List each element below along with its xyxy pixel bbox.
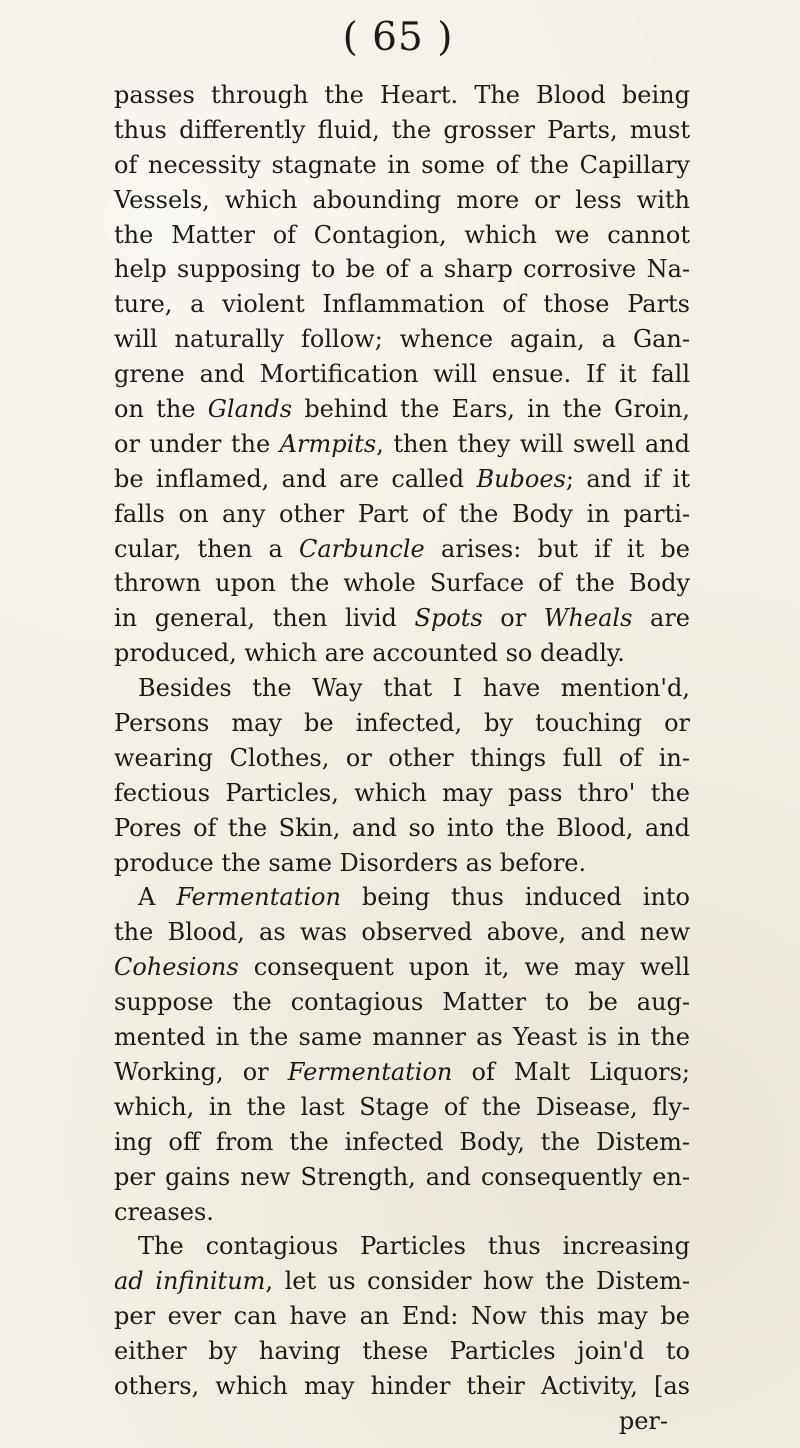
text-line	[114, 497, 690, 532]
line-text: ing off from the infected Body, the Distem-	[114, 1127, 690, 1156]
line-text: ture, a violent Inflammation of those Parts	[114, 290, 690, 319]
text-line	[114, 1334, 690, 1369]
line-text: behind the Ears, in the Groin,	[292, 395, 691, 424]
text-line	[114, 880, 690, 915]
line-text: thus differently fluid, the grosser Parts, must	[114, 115, 690, 144]
line-text: Working, or	[114, 1057, 288, 1086]
text-line	[114, 776, 690, 811]
line-text: Pores of the Skin, and so into the Blood, and	[114, 813, 690, 842]
line-text: creases.	[114, 1197, 214, 1226]
italic-term: Wheals	[543, 604, 633, 633]
text-line	[114, 985, 690, 1020]
line-text: of necessity stagnate in some of the Capillary	[114, 150, 690, 179]
line-text: of Malt Liquors;	[452, 1057, 690, 1086]
italic-term: Carbuncle	[299, 534, 425, 563]
line-text: ; and if it	[565, 464, 690, 493]
text-line	[114, 427, 690, 462]
line-text: , let us consider how the Distem-	[265, 1267, 690, 1296]
line-text: The contagious Particles thus increasing	[138, 1232, 690, 1261]
line-text: mented in the same manner as Yeast is in the	[114, 1023, 690, 1052]
line-text: be inflamed, and are called	[114, 464, 477, 493]
line-text: arises: but if it be	[424, 534, 690, 563]
italic-term: Buboes	[476, 464, 566, 493]
text-line	[114, 811, 690, 846]
italic-term: Armpits	[279, 429, 377, 458]
line-text: or	[482, 604, 544, 633]
line-text: fectious Particles, which may pass thro' the	[114, 778, 690, 807]
line-text: being thus induced into	[340, 883, 691, 912]
line-text: in general, then livid	[114, 604, 415, 633]
line-text: passes through the Heart. The Blood being	[114, 81, 690, 109]
page-number: ( 65 )	[342, 15, 454, 60]
text-line	[114, 392, 690, 427]
text-line	[114, 148, 690, 183]
line-text: the Blood, as was observed above, and new	[114, 918, 690, 947]
italic-term: Spots	[414, 604, 483, 633]
line-text: per gains new Strength, and consequently en-	[114, 1162, 690, 1191]
line-text: either by having these Particles join'd to	[114, 1337, 690, 1366]
line-text: per ever can have an End: Now this may be	[114, 1302, 690, 1331]
text-line	[114, 218, 690, 253]
text-line	[114, 1125, 690, 1160]
text-line	[114, 78, 690, 113]
text-line	[114, 846, 690, 881]
text-line	[114, 1229, 690, 1264]
line-text: , then they will swell and	[376, 429, 690, 458]
line-text: suppose the contagious Matter to be aug-	[114, 988, 690, 1017]
line-text: wearing Clothes, or other things full of in-	[114, 743, 690, 772]
text-line	[114, 357, 690, 392]
text-line	[114, 1055, 690, 1090]
line-text: cular, then a	[114, 534, 299, 563]
text-line	[114, 113, 690, 148]
text-line	[114, 1020, 690, 1055]
text-line	[114, 183, 690, 218]
text-line	[114, 532, 690, 567]
italic-term: ad infinitum	[114, 1267, 266, 1296]
text-line	[114, 671, 690, 706]
catchword	[114, 1404, 690, 1439]
line-text: the Matter of Contagion, which we cannot	[114, 220, 690, 249]
text-line	[114, 322, 690, 357]
text-line	[114, 252, 690, 287]
text-line	[114, 566, 690, 601]
line-text: A	[138, 883, 177, 912]
text-line	[114, 950, 690, 985]
line-text: Vessels, which abounding more or less with	[114, 185, 690, 214]
line-text: consequent upon it, we may well	[238, 953, 690, 982]
line-text: others, which may hinder their Activity, [as	[114, 1371, 690, 1400]
line-text: which, in the last Stage of the Disease, fly-	[114, 1092, 690, 1121]
line-text: on the	[114, 395, 208, 424]
line-text: Besides the Way that I have mention'd,	[138, 674, 690, 703]
line-text: thrown upon the whole Surface of the Body	[114, 569, 690, 598]
text-line	[114, 1160, 690, 1195]
line-text: produced, which are accounted so deadly.	[114, 639, 625, 668]
text-line	[114, 601, 690, 636]
line-text: help supposing to be of a sharp corrosive Na-	[114, 255, 690, 284]
line-text: falls on any other Part of the Body in parti-	[114, 499, 690, 528]
text-line	[114, 915, 690, 950]
catchword-text: per-	[618, 1406, 668, 1435]
text-line	[114, 1299, 690, 1334]
line-text: Persons may be infected, by touching or	[114, 709, 690, 738]
text-line	[114, 741, 690, 776]
italic-term: Cohesions	[114, 953, 239, 982]
line-text: or under the	[114, 429, 280, 458]
text-line	[114, 1369, 690, 1404]
text-line	[114, 1195, 690, 1230]
line-text: produce the same Disorders as before.	[114, 848, 587, 877]
line-text: grene and Mortification will ensue. If it fall	[114, 360, 690, 389]
line-text: will naturally follow; whence again, a Gan-	[114, 325, 690, 354]
text-line	[114, 706, 690, 741]
text-line	[114, 287, 690, 322]
text-line	[114, 462, 690, 497]
italic-term: Fermentation	[287, 1057, 453, 1086]
text-line	[114, 1264, 690, 1299]
text-line	[114, 636, 690, 671]
line-text: are	[632, 604, 691, 633]
text-line	[114, 1090, 690, 1125]
italic-term: Fermentation	[176, 883, 341, 912]
italic-term: Glands	[207, 395, 293, 424]
